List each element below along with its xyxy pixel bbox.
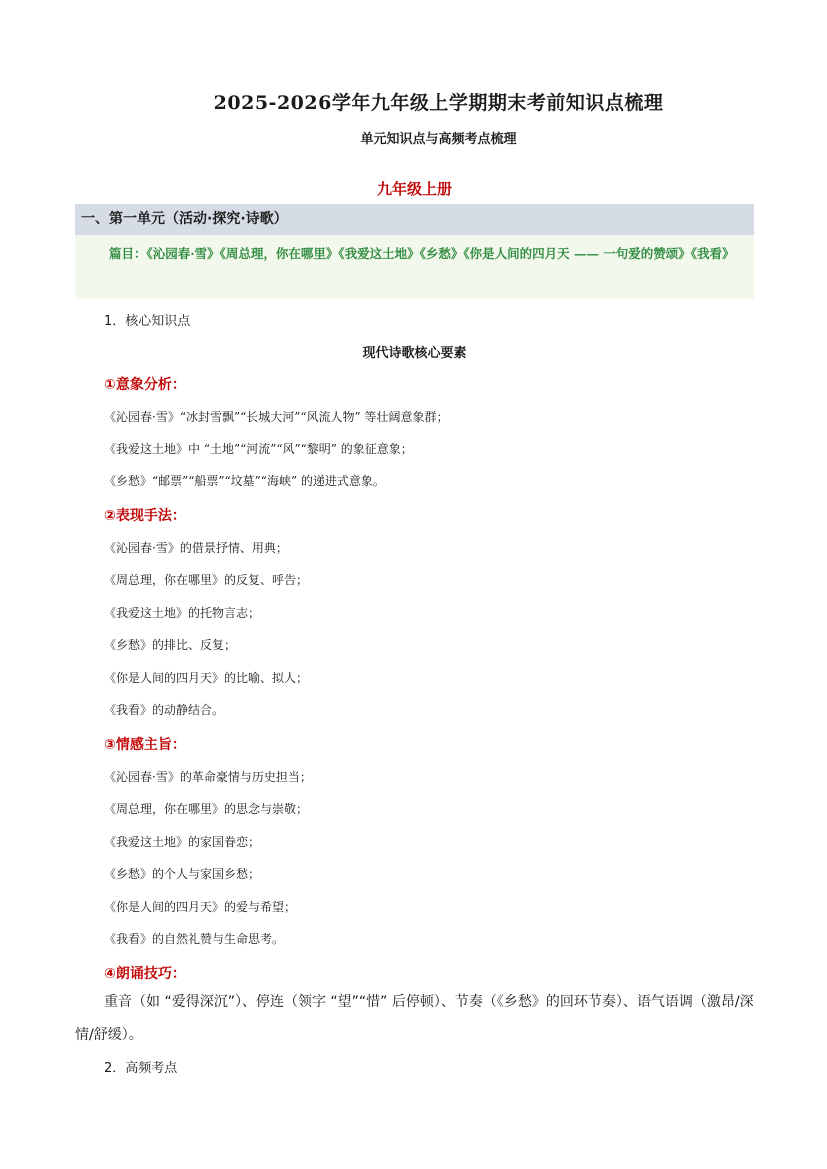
technique-line: 《乡愁》的排比、反复；: [104, 638, 237, 652]
document-subtitle: 单元知识点与高频考点梳理: [360, 132, 517, 147]
imagery-line: 《我爱这土地》中 “土地”“河流”“风”“黎明” 的象征意象；: [104, 442, 413, 456]
recitation-heading: ④朗诵技巧：: [104, 966, 186, 982]
section-label-core: 1．核心知识点: [104, 314, 191, 329]
technique-line: 《你是人间的四月天》的比喻、拟人；: [104, 671, 309, 685]
technique-line: 《我看》的动静结合。: [104, 703, 225, 717]
unit-heading-bar: [75, 204, 754, 235]
emotions-heading: ③情感主旨：: [104, 737, 186, 753]
technique-line: 《我爱这土地》的托物言志；: [104, 606, 261, 620]
technique-line: 《周总理，你在哪里》的反复、呼告；: [104, 573, 309, 587]
emotion-line: 《乡愁》的个人与家国乡愁；: [104, 867, 261, 881]
unit-title: 一、第一单元（活动·探究·诗歌）: [81, 211, 288, 227]
document-title: 2025-2026学年九年级上学期期末考前知识点梳理: [213, 92, 664, 114]
technique-line: 《沁园春·雪》的借景抒情、用典；: [104, 541, 288, 555]
core-elements-heading: 现代诗歌核心要素: [362, 346, 467, 361]
imagery-heading: ①意象分析：: [104, 377, 186, 393]
section-label-frequent: 2．高频考点: [104, 1061, 178, 1076]
techniques-heading: ②表现手法：: [104, 508, 186, 524]
emotion-line: 《你是人间的四月天》的爱与希望；: [104, 900, 297, 914]
grade-heading: 九年级上册: [376, 180, 452, 198]
emotion-line: 《我看》的自然礼赞与生命思考。: [104, 932, 285, 946]
emotion-line: 《沁园春·雪》的革命豪情与历史担当；: [104, 770, 312, 784]
emotion-line: 《我爱这土地》的家国眷恋；: [104, 835, 261, 849]
imagery-line: 《沁园春·雪》“冰封雪飘”“长城大河”“风流人物” 等壮阔意象群；: [104, 410, 449, 424]
imagery-line: 《乡愁》“邮票”“船票”“坟墓”“海峡” 的递进式意象。: [104, 474, 385, 488]
emotion-line: 《周总理，你在哪里》的思念与崇敬；: [104, 802, 309, 816]
recitation-paragraph: 重音（如 “爱得深沉”）、停连（领字 “望”“惜” 后停顿）、节奏（《乡愁》的回环节奏）、语气语调（激昂/深情/舒缓）。: [75, 994, 754, 1043]
unit-chapters: 篇目：《沁园春·雪》《周总理，你在哪里》《我爱这土地》《乡愁》《你是人间的四月天 —— 一句爱的赞颂》《我看》: [75, 235, 754, 299]
